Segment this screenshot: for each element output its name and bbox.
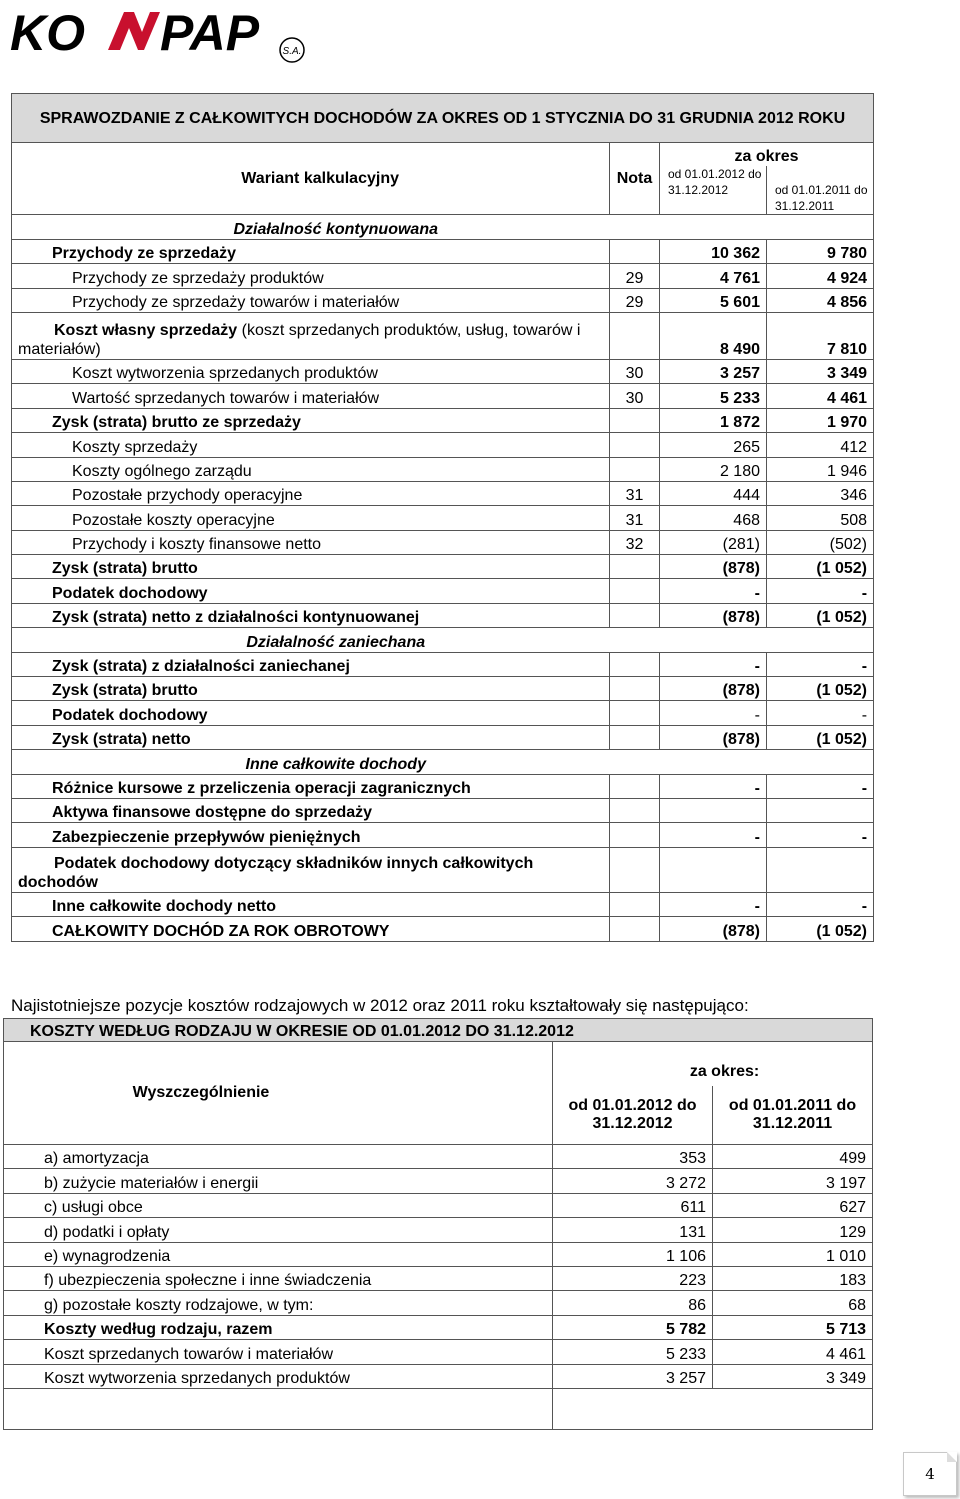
costs-row-label: d) podatki i opłaty xyxy=(4,1218,553,1242)
statement-row xyxy=(12,847,874,892)
costs-row xyxy=(4,1169,873,1193)
row-label: Przychody i koszty finansowe netto xyxy=(12,530,610,554)
row-nota xyxy=(610,603,660,627)
row-value-2012: - xyxy=(660,701,767,725)
row-value-2012: - xyxy=(660,774,767,798)
section-spacer xyxy=(660,628,874,652)
row-value-2011 xyxy=(767,798,874,822)
costs-row xyxy=(4,1242,873,1266)
costs-spacer-cell xyxy=(553,1388,713,1429)
row-value-2011: (1 052) xyxy=(767,555,874,579)
row-value-2012: 4 761 xyxy=(660,264,767,288)
costs-row-value-2011: 627 xyxy=(713,1193,873,1217)
row-value-2012: 10 362 xyxy=(660,239,767,263)
header-nota: Nota xyxy=(610,143,660,215)
row-nota xyxy=(610,677,660,701)
row-value-2011: 1 946 xyxy=(767,457,874,481)
row-value-2011: - xyxy=(767,823,874,847)
row-value-2011: 412 xyxy=(767,433,874,457)
costs-row-value-2012: 5 782 xyxy=(553,1315,713,1339)
row-value-2012: 5 233 xyxy=(660,384,767,408)
costs-intro: Najistotniejsze pozycje kosztów rodzajowych w 2012 oraz 2011 roku kształtowały się następująco: xyxy=(11,996,749,1015)
row-label: Zysk (strata) brutto xyxy=(12,677,610,701)
costs-spacer-cell xyxy=(713,1388,873,1429)
row-label: Aktywa finansowe dostępne do sprzedaży xyxy=(12,798,610,822)
row-value-2011 xyxy=(767,847,874,892)
row-nota xyxy=(610,917,660,941)
row-nota: 30 xyxy=(610,384,660,408)
row-value-2011: 4 856 xyxy=(767,288,874,312)
row-nota: 29 xyxy=(610,288,660,312)
costs-row-label: e) wynagrodzenia xyxy=(4,1242,553,1266)
costs-title: KOSZTY WEDŁUG RODZAJU W OKRESIE OD 01.01.2012 DO 31.12.2012 xyxy=(4,1019,873,1042)
costs-row-value-2011: 68 xyxy=(713,1291,873,1315)
costs-row-value-2011: 1 010 xyxy=(713,1242,873,1266)
statement-row xyxy=(12,359,874,383)
costs-spacer-row xyxy=(4,1388,873,1429)
statement-row xyxy=(12,579,874,603)
costs-row xyxy=(4,1291,873,1315)
row-value-2011: 4 461 xyxy=(767,384,874,408)
costs-row-value-2011: 183 xyxy=(713,1266,873,1290)
costs-by-type-table xyxy=(3,1018,873,1430)
row-value-2012: 1 872 xyxy=(660,408,767,432)
row-label: Koszty ogólnego zarządu xyxy=(12,457,610,481)
row-value-2012 xyxy=(660,798,767,822)
statement-title: SPRAWOZDANIE Z CAŁKOWITYCH DOCHODÓW ZA OKRES OD 1 STYCZNIA DO 31 GRUDNIA 2012 ROKU xyxy=(12,94,874,143)
row-nota xyxy=(610,847,660,892)
statement-row xyxy=(12,288,874,312)
logo-text-right: PAP xyxy=(160,5,260,61)
statement-row xyxy=(12,823,874,847)
row-nota xyxy=(610,408,660,432)
row-label: Podatek dochodowy dotyczący składników innych całkowitych dochodów xyxy=(12,847,610,892)
section-row xyxy=(12,750,874,774)
section-row xyxy=(12,215,874,239)
row-value-2012: 3 257 xyxy=(660,359,767,383)
statement-row xyxy=(12,530,874,554)
costs-row-value-2012: 3 272 xyxy=(553,1169,713,1193)
section-heading: Działalność kontynuowana xyxy=(12,215,660,239)
statement-row xyxy=(12,408,874,432)
income-statement-table xyxy=(11,93,874,942)
row-label: Koszty sprzedaży xyxy=(12,433,610,457)
costs-row-value-2012: 5 233 xyxy=(553,1340,713,1364)
row-value-2011: (1 052) xyxy=(767,917,874,941)
row-nota xyxy=(610,725,660,749)
row-nota xyxy=(610,433,660,457)
row-value-2012: 468 xyxy=(660,506,767,530)
costs-row-value-2012: 353 xyxy=(553,1145,713,1169)
row-nota xyxy=(610,239,660,263)
row-label: Zysk (strata) netto xyxy=(12,725,610,749)
costs-row-value-2012: 3 257 xyxy=(553,1364,713,1388)
row-nota: 32 xyxy=(610,530,660,554)
costs-spacer-cell xyxy=(4,1388,553,1429)
row-label: Inne całkowite dochody netto xyxy=(12,892,610,916)
costs-header-row xyxy=(4,1042,873,1087)
costs-row-label: f) ubezpieczenia społeczne i inne świadczenia xyxy=(4,1266,553,1290)
row-value-2012: - xyxy=(660,892,767,916)
costs-row-value-2012: 223 xyxy=(553,1266,713,1290)
costs-row-value-2012: 86 xyxy=(553,1291,713,1315)
row-value-2012: 265 xyxy=(660,433,767,457)
costs-row-label: a) amortyzacja xyxy=(4,1145,553,1169)
row-nota: 29 xyxy=(610,264,660,288)
section-heading: Działalność zaniechana xyxy=(12,628,660,652)
row-nota xyxy=(610,774,660,798)
row-nota xyxy=(610,823,660,847)
row-label: Zysk (strata) z działalności zaniechanej xyxy=(12,652,610,676)
section-spacer xyxy=(660,215,874,239)
costs-row-label: b) zużycie materiałów i energii xyxy=(4,1169,553,1193)
row-nota xyxy=(610,701,660,725)
statement-row xyxy=(12,677,874,701)
costs-row xyxy=(4,1266,873,1290)
row-value-2012: (878) xyxy=(660,603,767,627)
row-value-2011: 508 xyxy=(767,506,874,530)
costs-row xyxy=(4,1340,873,1364)
header-col-2012: od 01.01.2012 do 31.12.2012 xyxy=(660,166,767,215)
row-value-2011: 4 924 xyxy=(767,264,874,288)
statement-row xyxy=(12,481,874,505)
section-row xyxy=(12,628,874,652)
row-label-rest: (koszt sprzedanych produktów, usług, towarów i materiałów) xyxy=(18,321,581,358)
row-label: Zysk (strata) brutto xyxy=(12,555,610,579)
statement-row xyxy=(12,798,874,822)
statement-row xyxy=(12,457,874,481)
costs-row xyxy=(4,1218,873,1242)
row-label: Przychody ze sprzedaży towarów i materiałów xyxy=(12,288,610,312)
costs-row-label: Koszt wytworzenia sprzedanych produktów xyxy=(4,1364,553,1388)
row-nota xyxy=(610,457,660,481)
statement-row xyxy=(12,701,874,725)
row-value-2011: (1 052) xyxy=(767,725,874,749)
row-value-2011: 9 780 xyxy=(767,239,874,263)
section-spacer xyxy=(660,750,874,774)
row-label: Podatek dochodowy xyxy=(12,701,610,725)
row-value-2011: - xyxy=(767,701,874,725)
statement-row xyxy=(12,264,874,288)
costs-title-row xyxy=(4,1019,873,1042)
row-value-2011: (1 052) xyxy=(767,677,874,701)
costs-header-period: za okres: xyxy=(553,1042,873,1087)
page-number: 4 xyxy=(903,1452,957,1496)
row-value-2011: 1 970 xyxy=(767,408,874,432)
row-nota xyxy=(610,892,660,916)
costs-row-label: c) usługi obce xyxy=(4,1193,553,1217)
costs-row-value-2011: 129 xyxy=(713,1218,873,1242)
row-label: Pozostałe koszty operacyjne xyxy=(12,506,610,530)
row-value-2012: - xyxy=(660,579,767,603)
costs-row xyxy=(4,1145,873,1169)
logo-mark-icon xyxy=(108,12,160,50)
row-value-2012: 8 490 xyxy=(660,312,767,359)
row-value-2012: 2 180 xyxy=(660,457,767,481)
costs-header-col-2012: od 01.01.2012 do 31.12.2012 xyxy=(553,1086,713,1145)
costs-row-value-2011: 3 197 xyxy=(713,1169,873,1193)
row-value-2011: - xyxy=(767,892,874,916)
row-value-2011: (1 052) xyxy=(767,603,874,627)
row-value-2012: (878) xyxy=(660,555,767,579)
costs-row-label: g) pozostałe koszty rodzajowe, w tym: xyxy=(4,1291,553,1315)
statement-header-row xyxy=(12,143,874,167)
costs-header-col-2011: od 01.01.2011 do 31.12.2011 xyxy=(713,1086,873,1145)
logo-text-left: KO xyxy=(10,5,85,61)
statement-row xyxy=(12,555,874,579)
row-value-2012: (878) xyxy=(660,677,767,701)
costs-row-value-2012: 1 106 xyxy=(553,1242,713,1266)
row-value-2011: (502) xyxy=(767,530,874,554)
header-col-2011: od 01.01.2011 do 31.12.2011 xyxy=(767,166,874,215)
statement-row xyxy=(12,384,874,408)
statement-row xyxy=(12,312,874,359)
statement-row xyxy=(12,917,874,941)
row-label: Zabezpieczenie przepływów pieniężnych xyxy=(12,823,610,847)
costs-row-value-2011: 3 349 xyxy=(713,1364,873,1388)
row-value-2011: - xyxy=(767,579,874,603)
row-value-2011: - xyxy=(767,652,874,676)
row-label: CAŁKOWITY DOCHÓD ZA ROK OBROTOWY xyxy=(12,917,610,941)
row-value-2012: - xyxy=(660,652,767,676)
costs-row-label: Koszt sprzedanych towarów i materiałów xyxy=(4,1340,553,1364)
row-label: Przychody ze sprzedaży xyxy=(12,239,610,263)
row-value-2012: (878) xyxy=(660,917,767,941)
statement-row xyxy=(12,774,874,798)
costs-row xyxy=(4,1364,873,1388)
statement-row xyxy=(12,652,874,676)
row-label-bold: Koszt własny sprzedaży xyxy=(54,321,238,339)
statement-row xyxy=(12,603,874,627)
row-value-2012: (281) xyxy=(660,530,767,554)
row-label: Pozostałe przychody operacyjne xyxy=(12,481,610,505)
statement-title-row xyxy=(12,94,874,143)
logo-suffix: S.A. xyxy=(282,46,302,57)
row-label xyxy=(12,312,610,359)
statement-row xyxy=(12,725,874,749)
costs-row-value-2012: 611 xyxy=(553,1193,713,1217)
row-value-2011: 346 xyxy=(767,481,874,505)
row-nota xyxy=(610,555,660,579)
costs-header-desc: Wyszczególnienie xyxy=(4,1042,553,1145)
costs-row-label: Koszty według rodzaju, razem xyxy=(4,1315,553,1339)
row-nota: 31 xyxy=(610,506,660,530)
row-nota xyxy=(610,579,660,603)
row-label: Podatek dochodowy xyxy=(12,579,610,603)
row-nota xyxy=(610,312,660,359)
row-value-2012: 444 xyxy=(660,481,767,505)
statement-row xyxy=(12,433,874,457)
costs-row-value-2011: 4 461 xyxy=(713,1340,873,1364)
row-label: Zysk (strata) netto z działalności kontynuowanej xyxy=(12,603,610,627)
section-heading: Inne całkowite dochody xyxy=(12,750,660,774)
header-period: za okres xyxy=(660,143,874,167)
company-logo xyxy=(8,4,308,64)
row-label: Wartość sprzedanych towarów i materiałów xyxy=(12,384,610,408)
costs-row xyxy=(4,1315,873,1339)
row-nota xyxy=(610,798,660,822)
row-label: Koszt wytworzenia sprzedanych produktów xyxy=(12,359,610,383)
row-value-2011: - xyxy=(767,774,874,798)
statement-row xyxy=(12,239,874,263)
row-value-2012: 5 601 xyxy=(660,288,767,312)
row-nota xyxy=(610,652,660,676)
costs-row-value-2012: 131 xyxy=(553,1218,713,1242)
row-value-2012: - xyxy=(660,823,767,847)
row-label: Różnice kursowe z przeliczenia operacji zagranicznych xyxy=(12,774,610,798)
costs-row-value-2011: 499 xyxy=(713,1145,873,1169)
costs-row-value-2011: 5 713 xyxy=(713,1315,873,1339)
row-label: Przychody ze sprzedaży produktów xyxy=(12,264,610,288)
header-variant: Wariant kalkulacyjny xyxy=(12,143,610,215)
row-nota: 30 xyxy=(610,359,660,383)
statement-row xyxy=(12,892,874,916)
row-label: Zysk (strata) brutto ze sprzedaży xyxy=(12,408,610,432)
costs-row xyxy=(4,1193,873,1217)
row-nota: 31 xyxy=(610,481,660,505)
statement-row xyxy=(12,506,874,530)
row-value-2012 xyxy=(660,847,767,892)
row-value-2012: (878) xyxy=(660,725,767,749)
row-value-2011: 7 810 xyxy=(767,312,874,359)
row-value-2011: 3 349 xyxy=(767,359,874,383)
